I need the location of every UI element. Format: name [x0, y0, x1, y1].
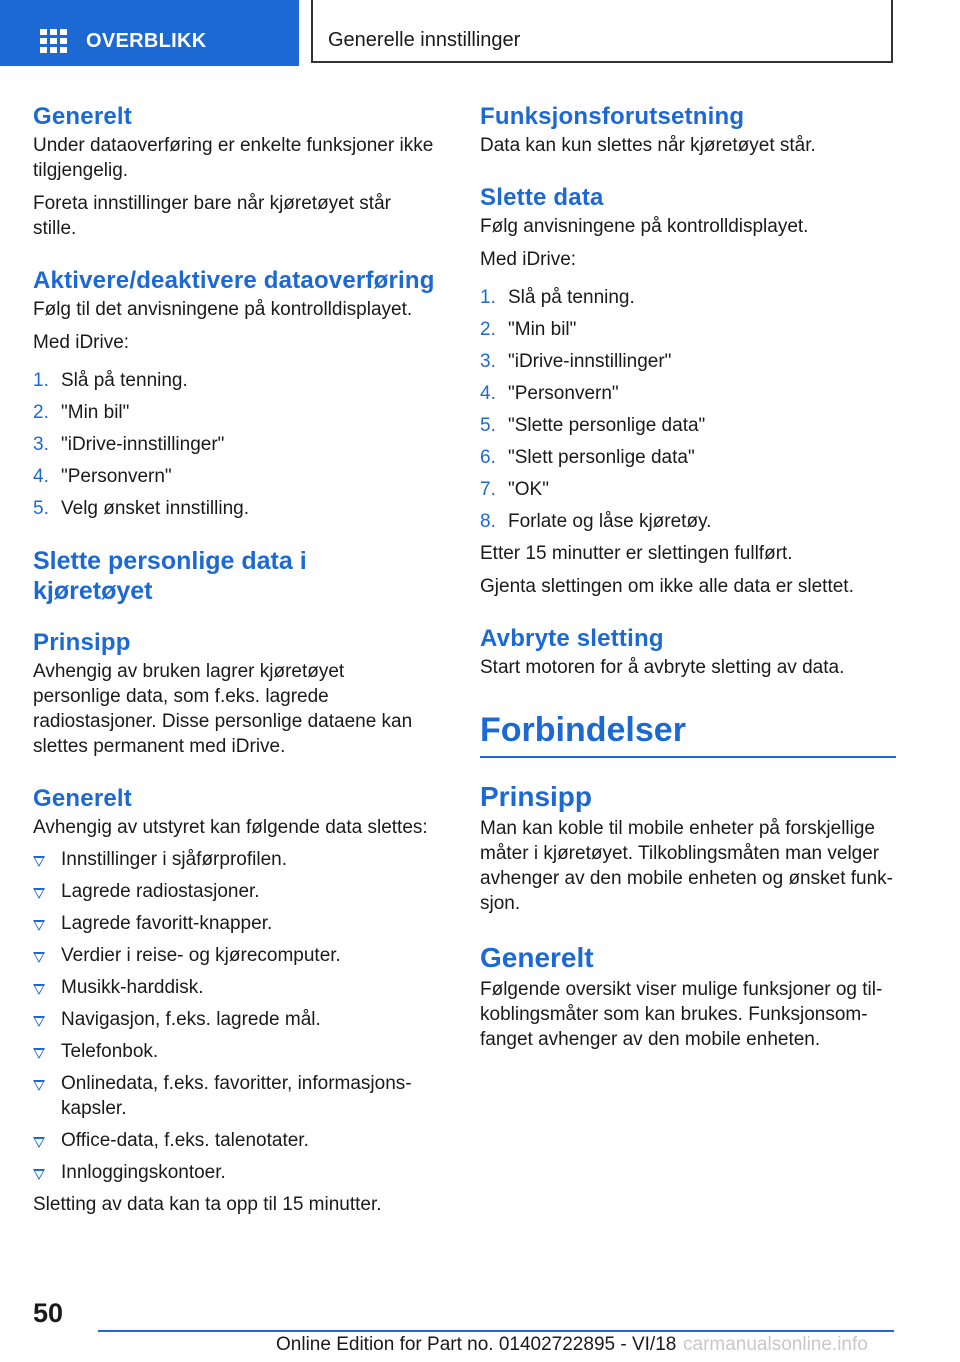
- heading-slette-data: Slette data: [480, 184, 604, 211]
- paragraph: Følg anvisningene på kontrolldisplayet.: [480, 216, 809, 237]
- deletable-data-list: [33, 847, 437, 1185]
- triangle-bullet-icon: [33, 888, 45, 899]
- paragraph: Under dataoverføring er enkelte funksjoner ikke tilgjengelig.: [33, 135, 434, 181]
- triangle-bullet-icon: [33, 1016, 45, 1027]
- heading-avbryte-sletting: Avbryte sletting: [480, 625, 664, 652]
- triangle-bullet-icon: [33, 920, 45, 931]
- list-item: 6. "Slett personlige data": [480, 447, 695, 468]
- triangle-bullet-icon: [33, 856, 45, 867]
- heading-funksjonsforutsetning: Funksjonsforutsetning: [480, 103, 745, 130]
- heading-prinsipp-right: Prinsipp: [480, 781, 593, 812]
- list-item: 3. "iDrive-innstillinger": [33, 434, 225, 455]
- triangle-bullet-icon: [33, 1137, 45, 1148]
- triangle-bullet-icon: [33, 1169, 45, 1180]
- edition-text: Online Edition for Part no. 01402722895 - VI/18: [276, 1334, 677, 1355]
- list-item: Lagrede favoritt-knapper.: [33, 911, 437, 936]
- list-item: 8. Forlate og låse kjøretøy.: [480, 511, 712, 532]
- list-item: 5. Velg ønsket innstilling.: [33, 498, 249, 519]
- list-item: Innloggingskontoer.: [33, 1160, 437, 1185]
- paragraph: Følgende oversikt viser mulige funksjoner og til-koblingsmåter som kan brukes. Funksjonsom-fanget avhenger av den mobile enheten.: [480, 979, 883, 1050]
- paragraph: Avhengig av utstyret kan følgende data slettes:: [33, 817, 428, 838]
- list-item: 1. Slå på tenning.: [480, 287, 635, 308]
- heading-generelt-1: Generelt: [33, 103, 132, 130]
- list-item: Verdier i reise- og kjørecomputer.: [33, 943, 437, 968]
- footer-divider: [98, 1330, 894, 1332]
- page-number: 50: [33, 1298, 64, 1328]
- right-column: [480, 100, 896, 1052]
- paragraph: Data kan kun slettes når kjøretøyet står.: [480, 135, 816, 156]
- list-item: Lagrede radiostasjoner.: [33, 879, 437, 904]
- paragraph: Med iDrive:: [480, 249, 577, 270]
- left-column: [33, 100, 437, 1217]
- list-item: 3. "iDrive-innstillinger": [480, 351, 672, 372]
- list-item: 1. Slå på tenning.: [33, 370, 188, 391]
- list-item: Onlinedata, f.eks. favoritter, informasjons-kapsler.: [33, 1071, 437, 1121]
- top-navigation-bar: [0, 0, 960, 66]
- paragraph: Følg til det anvisningene på kontrolldisplayet.: [33, 299, 413, 320]
- paragraph: Etter 15 minutter er slettingen fullført.: [480, 543, 793, 564]
- slette-steps-list: [480, 285, 896, 534]
- list-item: Innstillinger i sjåførprofilen.: [33, 847, 437, 872]
- aktivere-steps-list: [33, 368, 437, 521]
- paragraph: Med iDrive:: [33, 332, 130, 353]
- heading-prinsipp: Prinsipp: [33, 629, 131, 656]
- grid-menu-icon: [40, 29, 67, 53]
- heading-forbindelser: Forbindelser: [480, 708, 896, 758]
- heading-generelt-right: Generelt: [480, 942, 594, 973]
- list-item: Musikk-harddisk.: [33, 975, 437, 1000]
- triangle-bullet-icon: [33, 952, 45, 963]
- paragraph: Avhengig av bruken lagrer kjøretøyet personlige data, som f.eks. lagrede radiostasjoner. Disse personlige dataene kan slettes permanent med iDrive.: [33, 661, 413, 757]
- triangle-bullet-icon: [33, 1048, 45, 1059]
- list-item: 5. "Slette personlige data": [480, 415, 706, 436]
- list-item: Office-data, f.eks. talenotater.: [33, 1128, 437, 1153]
- heading-aktivere: Aktivere/deaktivere dataoverføring: [33, 267, 435, 294]
- list-item: 7. "OK": [480, 479, 549, 500]
- list-item: 4. "Personvern": [33, 466, 172, 487]
- paragraph: Foreta innstillinger bare når kjøretøyet står stille.: [33, 193, 391, 239]
- overview-button[interactable]: [0, 0, 299, 66]
- list-item: 2. "Min bil": [480, 319, 577, 340]
- heading-generelt-2: Generelt: [33, 785, 132, 812]
- paragraph: Start motoren for å avbryte sletting av data.: [480, 657, 845, 678]
- paragraph: Man kan koble til mobile enheter på forskjellige måter i kjøretøyet. Tilkoblingsmåten man velger avhenger av den mobile enheten og ønsket funk-sjon.: [480, 818, 893, 914]
- watermark: carmanualsonline.info: [683, 1334, 868, 1355]
- triangle-bullet-icon: [33, 984, 45, 995]
- section-title: Generelle innstillinger: [328, 29, 521, 51]
- triangle-bullet-icon: [33, 1080, 45, 1091]
- list-item: 2. "Min bil": [33, 402, 130, 423]
- list-item: Navigasjon, f.eks. lagrede mål.: [33, 1007, 437, 1032]
- section-title-tab[interactable]: [311, 0, 893, 63]
- overview-label: OVERBLIKK: [86, 30, 207, 52]
- paragraph: Sletting av data kan ta opp til 15 minutter.: [33, 1194, 382, 1215]
- paragraph: Gjenta slettingen om ikke alle data er slettet.: [480, 576, 854, 597]
- list-item: 4. "Personvern": [480, 383, 619, 404]
- list-item: Telefonbok.: [33, 1039, 437, 1064]
- heading-slette-personlige-data: Slette personlige data i kjøretøyet: [33, 547, 307, 605]
